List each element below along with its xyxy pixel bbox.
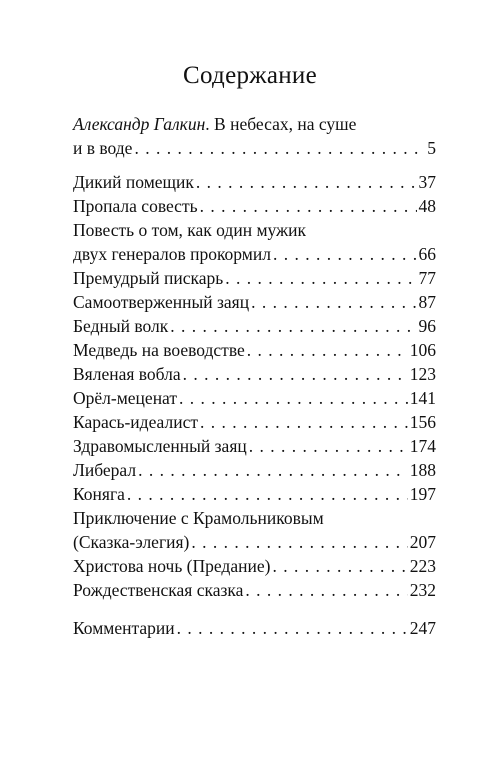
toc-entries <box>73 170 436 602</box>
leader-dots <box>247 338 408 362</box>
spacer <box>73 602 436 616</box>
toc-entry <box>73 578 436 602</box>
toc-entry <box>73 482 436 506</box>
entry-title: Либерал <box>73 460 137 480</box>
page-number: 77 <box>418 268 436 288</box>
toc-entry <box>73 242 436 266</box>
leader-dots <box>177 616 408 640</box>
leader-dots <box>196 170 417 194</box>
toc-entry <box>73 410 436 434</box>
toc-entry <box>73 434 436 458</box>
page-number: 207 <box>409 532 436 552</box>
entry-title: Карась-идеалист <box>73 412 198 432</box>
toc-entry <box>73 314 436 338</box>
toc-entry <box>73 386 436 410</box>
leader-dots <box>183 362 408 386</box>
leader-dots <box>200 194 417 218</box>
page-number: 223 <box>409 556 436 576</box>
toc-entry <box>73 530 436 554</box>
toc-entry-intro-line1 <box>73 112 436 136</box>
toc-entry <box>73 290 436 314</box>
leader-dots <box>179 386 408 410</box>
entry-title: Премудрый пискарь <box>73 268 224 288</box>
intro-author: Александр Галкин <box>73 114 206 134</box>
entry-title: Бедный волк <box>73 316 169 336</box>
entry-title: Рождественская сказка <box>73 580 244 600</box>
entry-title: Коняга <box>73 484 125 504</box>
spacer <box>73 160 436 170</box>
page-number: 232 <box>409 580 436 600</box>
entry-title: двух генералов прокормил <box>73 244 271 264</box>
entry-title: Дикий помещик <box>73 172 194 192</box>
page-number: 66 <box>418 244 436 264</box>
leader-dots <box>191 530 407 554</box>
page-number: 106 <box>409 340 436 360</box>
leader-dots <box>272 554 407 578</box>
entry-title: Медведь на воеводстве <box>73 340 245 360</box>
leader-dots <box>134 136 425 160</box>
table-of-contents <box>73 112 436 640</box>
leader-dots <box>138 458 408 482</box>
toc-entry <box>73 362 436 386</box>
page-number: 96 <box>418 316 436 336</box>
toc-entry <box>73 458 436 482</box>
page-number: 156 <box>409 412 436 432</box>
leader-dots <box>170 314 416 338</box>
entry-title: Комментарии <box>73 618 175 638</box>
page-number: 141 <box>409 388 436 408</box>
page-number: 87 <box>418 292 436 312</box>
entry-title: Здравомысленный заяц <box>73 436 247 456</box>
page-number: 247 <box>409 618 436 638</box>
entry-title-line1: Повесть о том, как один мужик <box>73 220 306 240</box>
toc-entry-commentary <box>73 616 436 640</box>
leader-dots <box>273 242 417 266</box>
entry-title: Самоотверженный заяц <box>73 292 250 312</box>
entry-title: (Сказка-элегия) <box>73 532 190 552</box>
leader-dots <box>249 434 408 458</box>
entry-title-line1: Приключение с Крамольниковым <box>73 508 324 528</box>
leader-dots <box>225 266 416 290</box>
entry-title: Христова ночь (Предание) <box>73 556 271 576</box>
page-number: 197 <box>409 484 436 504</box>
page-number: 48 <box>418 196 436 216</box>
page-number: 123 <box>409 364 436 384</box>
leader-dots <box>245 578 407 602</box>
page-title: Содержание <box>183 62 317 89</box>
toc-entry <box>73 170 436 194</box>
leader-dots <box>200 410 408 434</box>
leader-dots <box>127 482 408 506</box>
page-number: 37 <box>418 172 436 192</box>
entry-title: Пропала совесть <box>73 196 198 216</box>
page-number: 5 <box>427 138 436 158</box>
page-number: 174 <box>409 436 436 456</box>
entry-title: Вяленая вобла <box>73 364 181 384</box>
intro-title-part2: и в воде <box>73 138 133 158</box>
leader-dots <box>251 290 416 314</box>
toc-entry-intro-line2 <box>73 136 436 160</box>
toc-entry <box>73 266 436 290</box>
toc-entry <box>73 194 436 218</box>
entry-title: Орёл-меценат <box>73 388 178 408</box>
intro-title-part1: . В небесах, на суше <box>205 114 357 134</box>
page-number: 188 <box>409 460 436 480</box>
toc-entry <box>73 554 436 578</box>
toc-entry <box>73 338 436 362</box>
